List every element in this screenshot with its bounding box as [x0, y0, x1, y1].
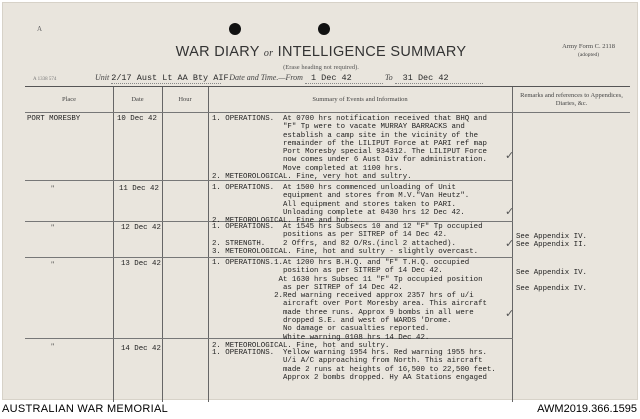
row-rule	[25, 257, 513, 258]
army-form-reference	[562, 42, 615, 60]
summary-entry: 1. OPERATIONS. At 1500 hrs commenced unloading of Unit equipment and stores from M.V."Van Heutz". All equipment and stores taken to PARI. Unloading complete at 0430 hrs 12 Dec 42. 2. METEOROLOGICAL. Fine and hot.	[212, 184, 470, 226]
column-header-remarks: Remarks and references to Appendices, Diaries, &c.	[520, 91, 623, 107]
ditto-mark: "	[51, 260, 55, 269]
remark-appendix: See Appendix IV.	[516, 285, 587, 293]
unit-value: 2/17 Aust Lt AA Bty AIF	[111, 73, 229, 83]
summary-entry: 1. OPERATIONS. At 0700 hrs notification received that BHQ and "F" Tp were to vacate MURRAY BARRACKS and establish a camp site in the vicinity of the remainder of the LILIPUT Force at PARI ref map Port Moresby special 934312. The LILIPUT Force now comes under 6 Aust Div for administration. Move completed at 1100 hrs. 2. METEOROLOGICAL. Fine, very hot and sultry.	[212, 115, 487, 182]
entry-date: 11 Dec 42	[119, 185, 159, 193]
diary-table	[25, 86, 630, 402]
remark-appendix: See Appendix IV.	[516, 233, 587, 241]
column-header-date: Date	[131, 95, 144, 103]
punch-hole-left	[229, 23, 241, 35]
remark-appendix: See Appendix II.	[516, 241, 587, 249]
summary-entry: 1. OPERATIONS. Yellow warning 1954 hrs. Red warning 1955 hrs. U/i A/C approaching from North. This aircraft made 2 runs at heights of 16,500 to 22,500 feet. Approx 2 bombs dropped. Hy AA Stations engaged	[212, 349, 496, 382]
column-header-place: Place	[61, 95, 77, 103]
summary-entry: 1. OPERATIONS. At 1545 hrs Subsecs 10 and 12 "F" Tp occupied positions as per SITREP of 14 Dec 42. 2. STRENGTH. 2 Offrs, and 82 O/Rs.(incl 2 attached). 3. METEOROLOGICAL. Fine, hot and sultry - slightly overcast.	[212, 223, 483, 256]
title-war-diary: WAR DIARY	[175, 44, 260, 60]
form-mark: A	[37, 25, 43, 33]
entry-date: 13 Dec 42	[121, 260, 161, 268]
page-title	[3, 44, 639, 60]
footer-accession-number: AWM2019.366.1595	[537, 403, 637, 415]
ditto-mark: "	[51, 342, 55, 351]
check-mark-icon: ✓	[505, 205, 515, 218]
remark-appendix: See Appendix IV.	[516, 269, 587, 277]
check-mark-icon: ✓	[505, 307, 515, 320]
column-rule	[162, 87, 163, 402]
entry-date: 14 Dec 42	[121, 345, 161, 353]
date-to-value: 31 Dec 42	[395, 73, 483, 84]
army-form-note: (adopted)	[578, 52, 600, 58]
column-rule	[208, 87, 209, 402]
column-rule	[113, 87, 114, 402]
date-time-label: Date and Time.—From	[229, 73, 303, 82]
column-header-hour: Hour	[178, 95, 192, 103]
page-subtitle: (Erase heading not required).	[283, 64, 359, 71]
footer-institution: AUSTRALIAN WAR MEMORIAL	[2, 403, 169, 415]
army-form-number: Army Form C. 2118	[562, 43, 615, 50]
title-or: or	[263, 48, 274, 59]
summary-entry: 1. OPERATIONS.1.At 1200 hrs B.H.Q. and "F" T.H.Q. occupied position as per SITREP of 14 Dec 42. At 1630 hrs Subsec 11 "F" Tp occupied position as per SITREP of 14 Dec 42. 2.Red warning received approx 2357 hrs of u/i aircraft over Port Moresby area. This aircraft made three runs. Approx 9 bombs in all were dropped S.E. and west of WARDS 'Drome. No damage or casualties reported. White warning 0108 hrs 14 Dec 42. 2. METEOROLOGICAL. Fine, hot and sultry.	[212, 259, 487, 350]
printer-code: A 1338 574	[33, 77, 57, 82]
ditto-mark: "	[51, 184, 55, 193]
check-mark-icon: ✓	[505, 237, 515, 250]
unit-label: Unit	[95, 73, 110, 82]
unit-line	[95, 73, 483, 84]
punch-hole-right	[318, 23, 330, 35]
check-mark-icon: ✓	[505, 149, 515, 162]
column-header-summary: Summary of Events and Information	[312, 95, 408, 103]
entry-date: 12 Dec 42	[121, 224, 161, 232]
header-rule	[25, 112, 630, 113]
title-intelligence-summary: INTELLIGENCE SUMMARY	[277, 44, 467, 60]
entry-date: 10 Dec 42	[117, 115, 157, 123]
to-label: To	[384, 73, 393, 82]
entry-place: PORT MORESBY	[27, 115, 81, 123]
diary-sheet	[2, 2, 638, 400]
date-from-value: 1 Dec 42	[305, 73, 383, 84]
ditto-mark: "	[51, 223, 55, 232]
